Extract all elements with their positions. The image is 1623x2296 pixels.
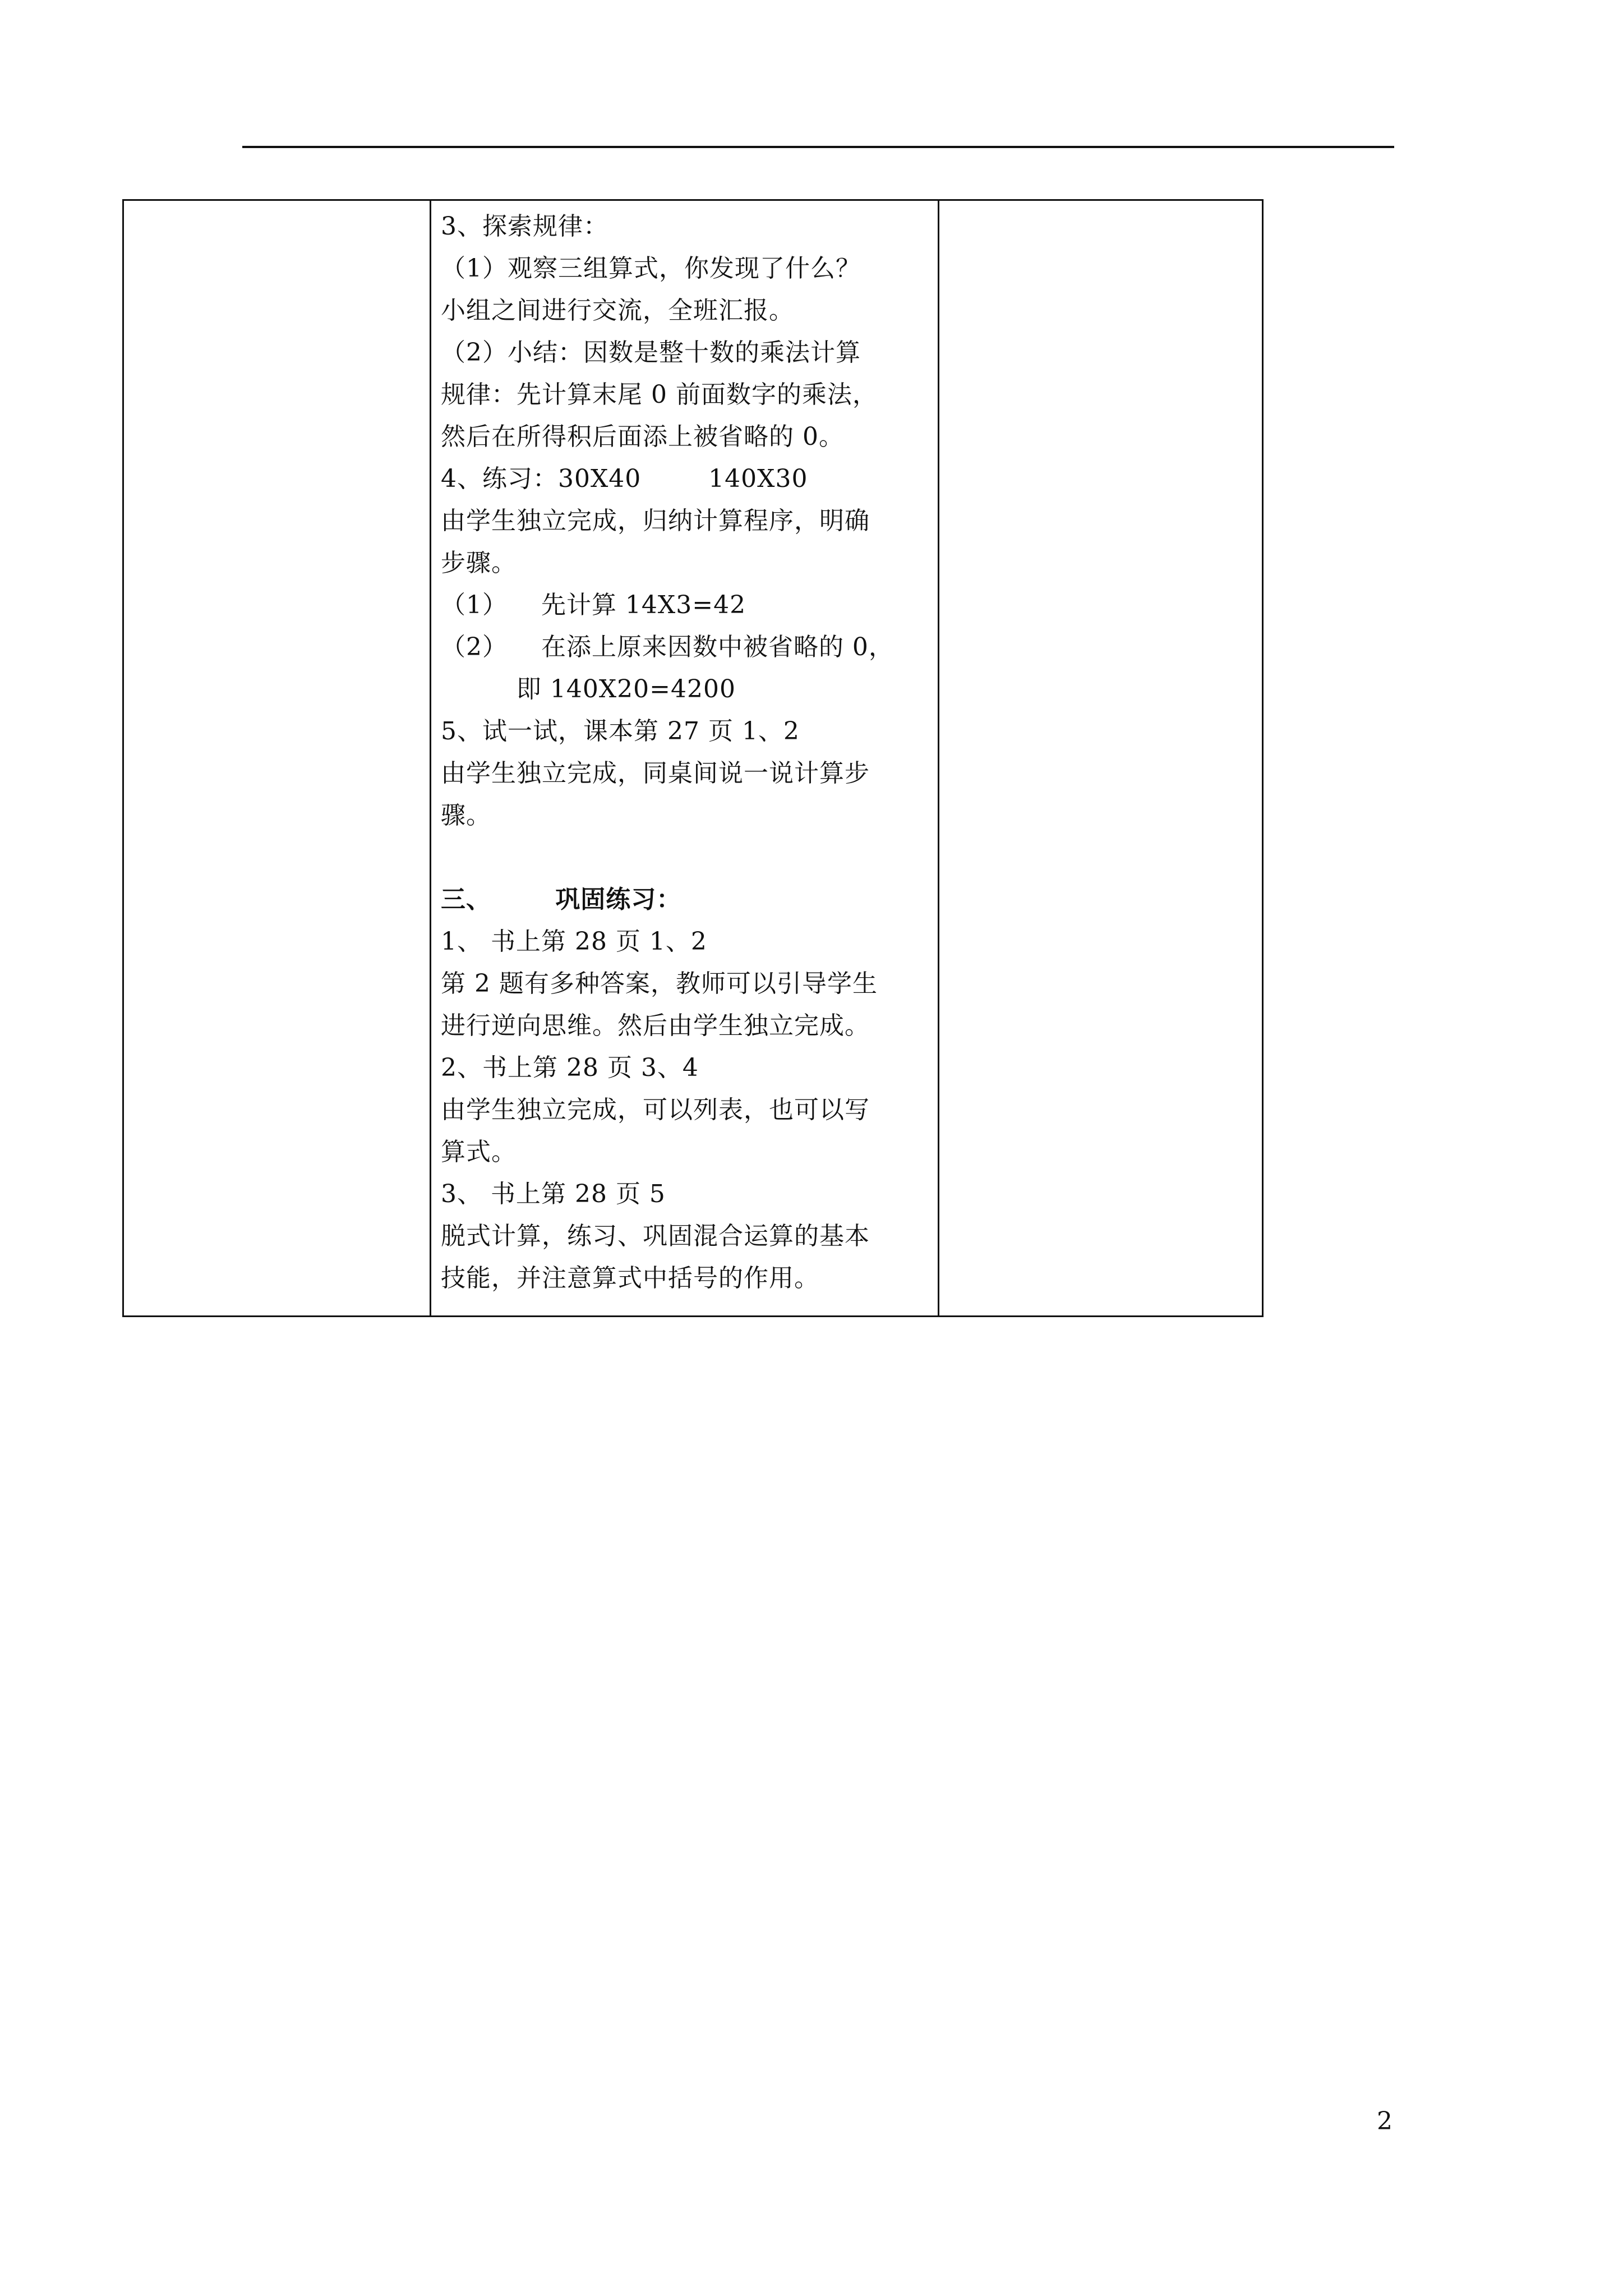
step-4-item-1: （1） 先计算 14X3=42 xyxy=(441,591,746,619)
exercise-3: 3、 书上第 28 页 5 xyxy=(441,1180,666,1208)
table-cell-left xyxy=(124,201,430,1315)
table-cell-content xyxy=(441,205,934,1315)
step-5-heading: 5、试一试，课本第 27 页 1、2 xyxy=(441,717,800,746)
lesson-plan-table xyxy=(122,199,1264,1317)
text-line: 算式。 xyxy=(441,1138,517,1166)
text-line: 由学生独立完成，可以列表，也可以写 xyxy=(441,1096,870,1124)
text-line: 步骤。 xyxy=(441,549,517,577)
text-line: 脱式计算，练习、巩固混合运算的基本 xyxy=(441,1222,870,1250)
text-line: 规律：先计算末尾 0 前面数字的乘法， xyxy=(441,380,878,409)
text-line: 即 140X20=4200 xyxy=(441,675,736,703)
step-3-item-2: （2）小结：因数是整十数的乘法计算 xyxy=(441,338,861,367)
text-line: 由学生独立完成，同桌间说一说计算步 xyxy=(441,759,870,788)
column-divider xyxy=(430,201,431,1315)
section-3-heading: 三、 巩固练习： xyxy=(441,885,682,914)
text-line: 由学生独立完成，归纳计算程序，明确 xyxy=(441,507,870,535)
text-line: 进行逆向思维。然后由学生独立完成。 xyxy=(441,1011,870,1040)
step-4-heading: 4、练习：30X40 140X30 xyxy=(441,464,808,493)
exercise-2: 2、书上第 28 页 3、4 xyxy=(441,1053,699,1082)
step-4-item-2: （2） 在添上原来因数中被省略的 0， xyxy=(441,633,894,661)
exercise-1: 1、 书上第 28 页 1、2 xyxy=(441,927,707,956)
step-3-heading: 3、探索规律： xyxy=(441,212,608,241)
text-line: 第 2 题有多种答案，教师可以引导学生 xyxy=(441,969,878,998)
page-number: 2 xyxy=(1377,2107,1393,2136)
text-line: 骤。 xyxy=(441,801,491,830)
step-3-item-1: （1）观察三组算式，你发现了什么？ xyxy=(441,254,861,283)
text-line: 技能，并注意算式中括号的作用。 xyxy=(441,1264,819,1292)
text-line: 然后在所得积后面添上被省略的 0。 xyxy=(441,422,844,451)
text-line: 小组之间进行交流，全班汇报。 xyxy=(441,296,794,325)
table-cell-right xyxy=(939,201,1262,1315)
header-rule xyxy=(242,146,1394,148)
blank-line xyxy=(441,836,934,878)
